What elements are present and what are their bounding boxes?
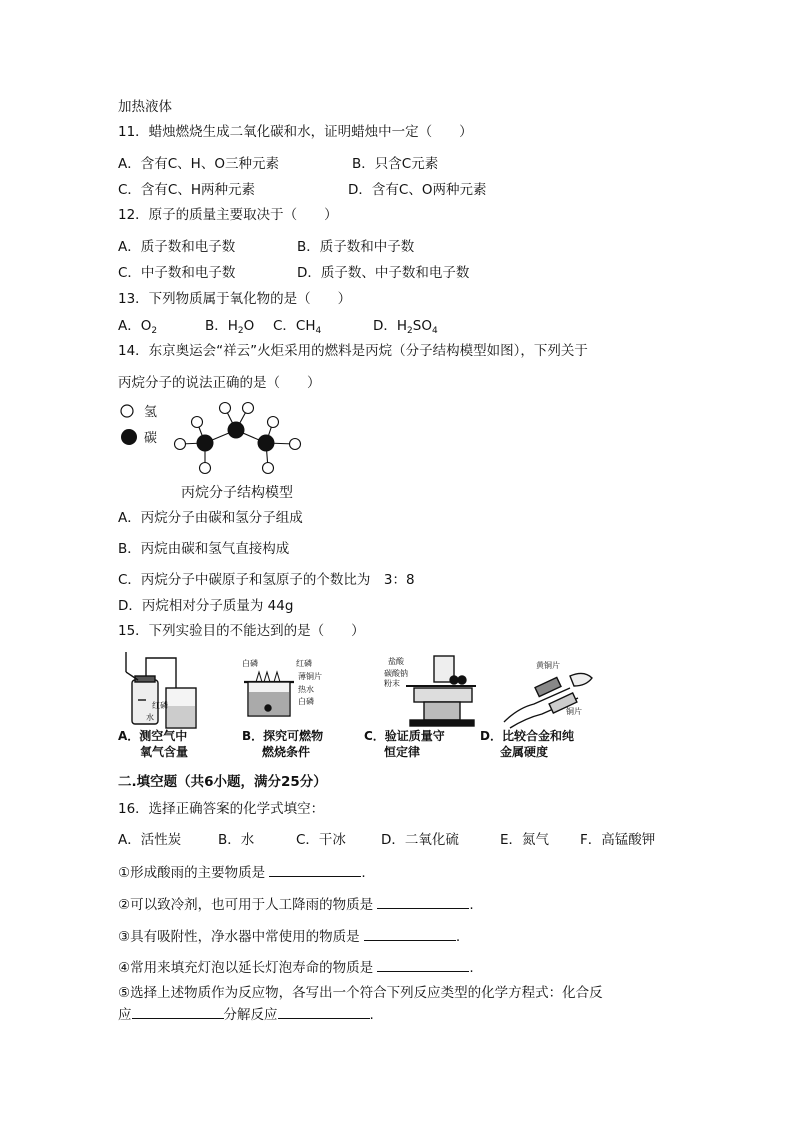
experiment-d-caption-2: 金属硬度	[500, 745, 549, 759]
hydrogen-atom	[175, 439, 186, 450]
q14-stem-line2: 丙烷分子的说法正确的是（ ）	[118, 375, 321, 391]
experiment-a-label-1: 红磷	[152, 701, 168, 710]
q12-option-d: D．质子数、中子数和电子数	[297, 265, 470, 281]
q11-option-b: B．只含C元素	[352, 156, 439, 172]
experiment-a-apparatus	[126, 652, 196, 728]
q14-option-b: B．丙烷由碳和氢气直接构成	[118, 541, 290, 557]
carbon-atom	[228, 422, 245, 439]
q16-option-b: B．水	[218, 832, 255, 848]
experiment-c-caption-1: C．验证质量守	[364, 729, 445, 743]
legend-hydrogen-icon	[121, 405, 133, 417]
q14-option-d: D．丙烷相对分子质量为 44g	[118, 598, 294, 614]
legend-carbon-icon	[121, 429, 137, 445]
q16-blank-2-line: ②可以致冷剂，也可用于人工降雨的物质是 .	[118, 894, 474, 914]
hydrogen-atom	[243, 403, 254, 414]
q11-option-a: A．含有C、H、O三种元素	[118, 156, 279, 172]
q16-stem: 16．选择正确答案的化学式填空：	[118, 801, 325, 817]
q16-blank-1-line: ①形成酸雨的主要物质是 .	[118, 862, 366, 882]
experiment-a-label-2: 水	[146, 713, 154, 722]
experiment-c-caption-2: 恒定律	[384, 745, 421, 759]
hydrogen-atom	[200, 463, 211, 474]
q11-stem: 11．蜡烛燃烧生成二氧化碳和水，证明蜡烛中一定（ ）	[118, 124, 473, 140]
answer-blank-2[interactable]	[377, 894, 469, 909]
q13-stem: 13．下列物质属于氧化物的是（ ）	[118, 291, 352, 307]
answer-blank-4[interactable]	[377, 957, 469, 972]
experiment-d-caption-1: D．比较合金和纯	[480, 729, 574, 743]
experiment-b-label-3: 薄铜片	[298, 672, 322, 681]
q16-option-e: E．氮气	[500, 832, 550, 848]
q14-option-c: C．丙烷分子中碳原子和氢原子的个数比为 3：8	[118, 572, 415, 588]
intro-text: 加热液体	[118, 99, 172, 115]
q12-option-a: A．质子数和电子数	[118, 239, 236, 255]
experiment-a-caption-1: A．测空气中	[118, 729, 188, 743]
experiment-d-apparatus	[504, 673, 592, 728]
q16-option-a: A．活性炭	[118, 832, 182, 848]
q12-option-c: C．中子数和电子数	[118, 265, 236, 281]
answer-blank-3[interactable]	[364, 926, 456, 941]
experiment-a-caption-2: 氧气含量	[140, 745, 189, 759]
q13-option-c: C．$CH_4$	[273, 318, 322, 336]
experiment-d-label-1: 黄铜片	[536, 661, 560, 670]
q15-stem: 15．下列实验目的不能达到的是（ ）	[118, 623, 365, 639]
q14-stem-line1: 14．东京奥运会“祥云”火炬采用的燃料是丙烷（分子结构模型如图），下列关于	[118, 343, 588, 359]
q13-option-b: B．$H_2O$	[205, 318, 255, 336]
q16-blank-3-line: ③具有吸附性，净水器中常使用的物质是 .	[118, 926, 460, 946]
hydrogen-atom	[192, 417, 203, 428]
section-2-heading: 二.填空题（共6小题，满分25分）	[118, 774, 327, 790]
q15-experiment-figures	[118, 652, 604, 766]
carbon-atom	[197, 435, 214, 452]
experiment-b-apparatus	[244, 672, 294, 716]
experiment-b-caption-1: B．探究可燃物	[242, 729, 324, 743]
q11-option-d: D．含有C、O两种元素	[348, 182, 487, 198]
q16-blank-4-line: ④常用来填充灯泡以延长灯泡寿命的物质是 .	[118, 957, 474, 977]
experiment-b-label-1: 白磷	[242, 659, 258, 668]
answer-blank-decomposition[interactable]	[278, 1004, 370, 1019]
q16-item-5-line1: ⑤选择上述物质作为反应物，各写出一个符合下列反应类型的化学方程式：化合反	[118, 985, 603, 1001]
q16-option-f: F．高锰酸钾	[580, 832, 656, 848]
hydrogen-atom	[263, 463, 274, 474]
propane-figure-caption: 丙烷分子结构模型	[181, 485, 293, 501]
q13-option-d: D．$H_2SO_4$	[373, 318, 438, 336]
q16-option-c: C．干冰	[296, 832, 346, 848]
hydrogen-atom	[220, 403, 231, 414]
experiment-c-apparatus	[406, 656, 476, 726]
experiment-b-label-4: 热水	[298, 685, 314, 694]
q16-option-d: D．二氧化硫	[381, 832, 459, 848]
experiment-c-label-3: 粉末	[384, 679, 400, 688]
legend-carbon-label: 碳	[144, 431, 158, 446]
legend-hydrogen-label: 氢	[144, 405, 158, 420]
experiment-d-label-2: 铜片	[566, 707, 582, 716]
experiment-c-label-1: 盐酸	[388, 657, 404, 666]
hydrogen-atom	[290, 439, 301, 450]
answer-blank-combination[interactable]	[132, 1004, 224, 1019]
q12-option-b: B．质子数和中子数	[297, 239, 415, 255]
experiment-c-label-2: 碳酸钠	[384, 669, 408, 678]
q13-option-a: A．$O_2$	[118, 318, 158, 336]
experiment-b-label-5: 白磷	[298, 697, 314, 706]
carbon-atom	[258, 435, 275, 452]
answer-blank-1[interactable]	[269, 862, 361, 877]
q16-item-5-line2: 应 分解反应 .	[118, 1004, 374, 1024]
experiment-b-label-2: 红磷	[296, 659, 312, 668]
q12-stem: 12．原子的质量主要取决于（ ）	[118, 207, 338, 223]
hydrogen-atom	[268, 417, 279, 428]
q14-option-a: A．丙烷分子由碳和氢分子组成	[118, 510, 303, 526]
experiment-b-caption-2: 燃烧条件	[262, 745, 311, 759]
q11-option-c: C．含有C、H两种元素	[118, 182, 256, 198]
